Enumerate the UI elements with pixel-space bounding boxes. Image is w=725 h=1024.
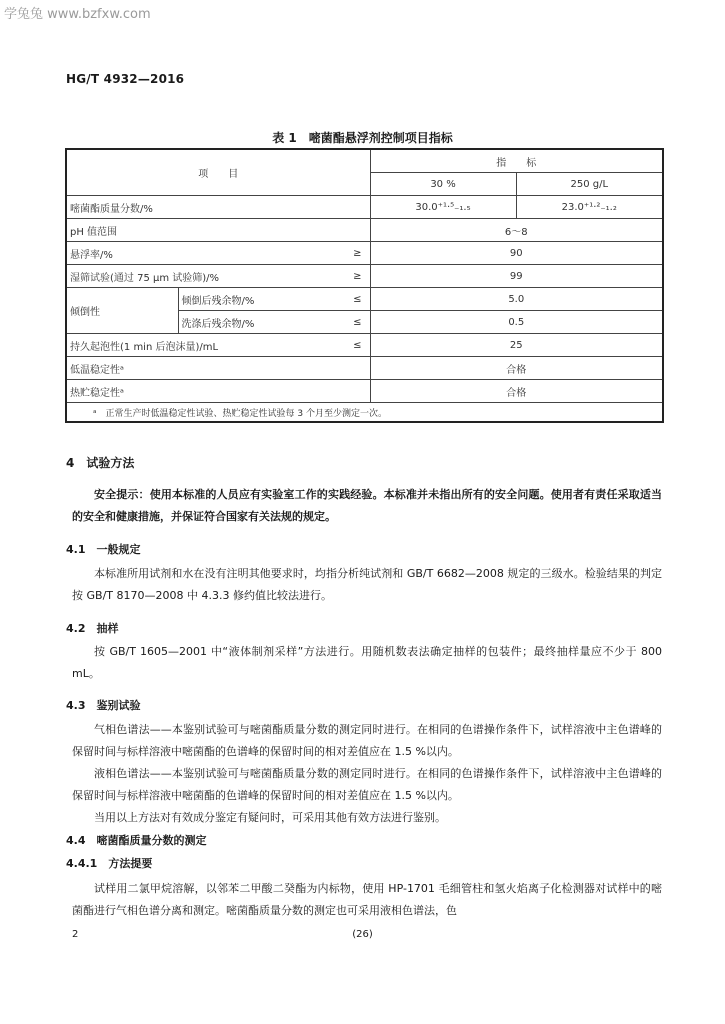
row-operator: ≤ — [324, 334, 370, 357]
row-item: 悬浮率/% — [66, 242, 324, 265]
section-4-4-heading: 4.4 嘧菌酯质量分数的测定 — [66, 834, 207, 847]
row-value-250: 23.0⁺¹·²₋₁.₂ — [516, 196, 663, 219]
row-item: 倾倒性 — [66, 288, 178, 334]
page-index: (26) — [352, 929, 373, 940]
row-operator: ≤ — [324, 311, 370, 334]
section-4-3-p2: 液相色谱法——本鉴别试验可与嘧菌酯质量分数的测定同时进行。在相同的色谱操作条件下，试样溶液中主色谱峰的保留时间与标样溶液中嘧菌酯的色谱峰的保留时间的相对差值应在 1.5 %以内。 — [72, 767, 662, 802]
table-row — [66, 334, 663, 357]
row-item: 低温稳定性ᵃ — [66, 357, 370, 380]
standard-code: HG/T 4932—2016 — [66, 72, 185, 86]
section-4-3-heading: 4.3 鉴别试验 — [66, 699, 141, 712]
section-4-heading: 4 试验方法 — [66, 456, 135, 470]
header-item: 项 目 — [66, 149, 370, 196]
row-value: 90 — [370, 242, 663, 265]
table-footnote-row — [66, 403, 663, 423]
watermark: 学兔兔 www.bzfxw.com — [4, 7, 151, 22]
row-value: 合格 — [370, 380, 663, 403]
section-4-3-p1: 气相色谱法——本鉴别试验可与嘧菌酯质量分数的测定同时进行。在相同的色谱操作条件下，试样溶液中主色谱峰的保留时间与标样溶液中嘧菌酯的色谱峰的保留时间的相对差值应在 1.5 %以内。 — [72, 723, 662, 758]
table-header-row — [66, 149, 663, 173]
row-value: 0.5 — [370, 311, 663, 334]
section-4-3-p3: 当用以上方法对有效成分鉴定有疑问时，可采用其他有效方法进行鉴别。 — [94, 811, 446, 824]
table-row — [66, 219, 663, 242]
page-number: 2 — [72, 929, 79, 940]
row-value: 5.0 — [370, 288, 663, 311]
table-row — [66, 380, 663, 403]
row-item: 湿筛试验(通过 75 μm 试验筛)/% — [66, 265, 324, 288]
section-4-2-text: 按 GB/T 1605—2001 中“液体制剂采样”方法进行。用随机数表法确定抽样的包装件；最终抽样量应不少于 800 mL。 — [72, 645, 662, 680]
row-value: 6～8 — [370, 219, 663, 242]
safety-text: 使用本标准的人员应有实验室工作的实践经验。本标准并未指出所有的安全问题。使用者有责任采取适当的安全和健康措施，并保证符合国家有关法规的规定。 — [72, 488, 662, 523]
row-item: 嘧菌酯质量分数/% — [66, 196, 370, 219]
section-4-1-text: 本标准所用试剂和水在没有注明其他要求时，均指分析纯试剂和 GB/T 6682—2008 规定的三级水。检验结果的判定按 GB/T 8170—2008 中 4.3.3 修约值比较法进行。 — [72, 567, 662, 602]
section-4-4-1-text: 试样用二氯甲烷溶解，以邻苯二甲酸二癸酯为内标物，使用 HP-1701 毛细管柱和氢火焰离子化检测器对试样中的嘧菌酯进行气相色谱分离和测定。嘧菌酯质量分数的测定也可采用液相色谱法，色 — [72, 882, 662, 917]
row-subitem: 洗涤后残余物/% — [178, 311, 324, 334]
table-row — [66, 196, 663, 219]
section-4-2-heading: 4.2 抽样 — [66, 622, 119, 635]
table-row — [66, 242, 663, 265]
row-subitem: 倾倒后残余物/% — [178, 288, 324, 311]
spec-table — [65, 148, 664, 423]
header-30: 30 % — [370, 173, 516, 196]
row-value-30: 30.0⁺¹·⁵₋₁.₅ — [370, 196, 516, 219]
row-value: 25 — [370, 334, 663, 357]
table-row — [66, 357, 663, 380]
row-operator: ≥ — [324, 265, 370, 288]
row-value: 合格 — [370, 357, 663, 380]
header-index: 指 标 — [370, 149, 663, 173]
section-4-1-heading: 4.1 一般规定 — [66, 543, 141, 556]
safety-label: 安全提示： — [94, 488, 150, 501]
table-footnote: ᵃ 正常生产时低温稳定性试验、热贮稳定性试验每 3 个月至少测定一次。 — [66, 403, 663, 423]
row-operator: ≤ — [324, 288, 370, 311]
table-row — [66, 265, 663, 288]
row-operator: ≥ — [324, 242, 370, 265]
safety-note — [72, 484, 662, 528]
row-value: 99 — [370, 265, 663, 288]
row-item: 持久起泡性(1 min 后泡沫量)/mL — [66, 334, 324, 357]
row-item: 热贮稳定性ᵃ — [66, 380, 370, 403]
table-title: 表 1 嘧菌酯悬浮剂控制项目指标 — [272, 131, 453, 145]
row-item: pH 值范围 — [66, 219, 370, 242]
section-4-4-1-heading: 4.4.1 方法提要 — [66, 857, 153, 870]
header-250: 250 g/L — [516, 173, 663, 196]
table-row — [66, 288, 663, 311]
